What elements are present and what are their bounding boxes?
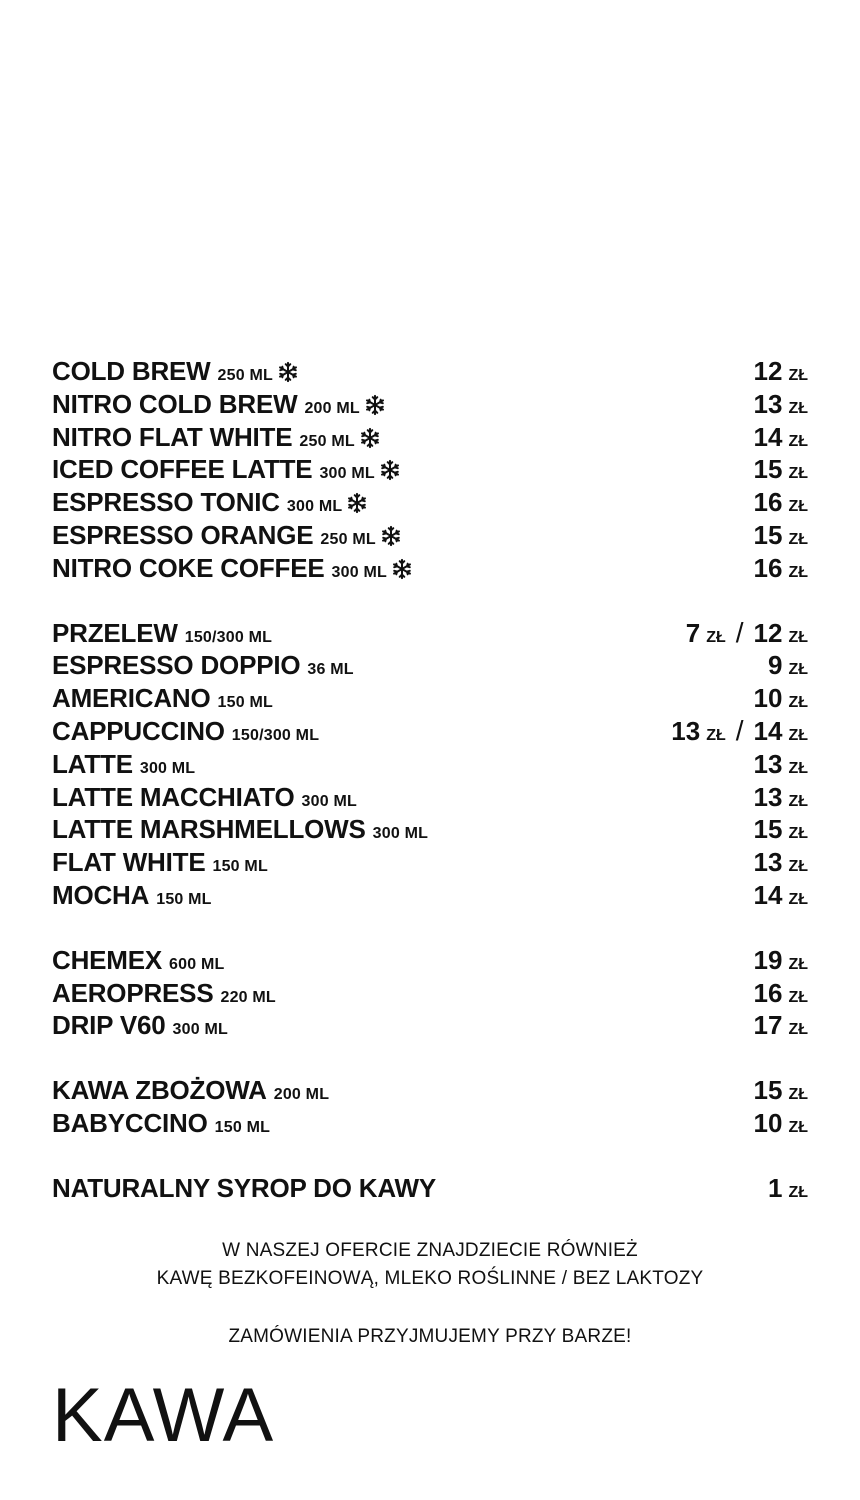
price-amount: 14: [753, 715, 783, 746]
price-amount: 19: [753, 944, 783, 975]
menu-item: [52, 813, 808, 846]
item-price: [768, 1172, 808, 1210]
item-name: ESPRESSO ORANGE: [52, 519, 314, 550]
item-size: 600 ML: [169, 955, 225, 973]
menu-section: [52, 944, 808, 1042]
item-name: DRIP V60: [52, 1010, 166, 1041]
price-currency: ZŁ: [788, 759, 808, 777]
price-currency: ZŁ: [788, 726, 808, 744]
snowflake-icon: [359, 427, 381, 449]
price-amount: 12: [753, 356, 783, 386]
menu-item-label: [52, 552, 413, 590]
price-currency: ZŁ: [788, 955, 808, 973]
price-amount: 15: [753, 519, 783, 550]
item-price: [754, 879, 808, 917]
item-size: 220 ML: [220, 988, 276, 1006]
price-amount: 16: [753, 552, 783, 583]
menu-item: [52, 453, 808, 486]
price-currency: ZŁ: [788, 792, 808, 810]
menu-item: [52, 1172, 808, 1205]
item-size: 150 ML: [156, 890, 212, 908]
item-name: CAPPUCCINO: [52, 715, 225, 746]
item-name: AEROPRESS: [52, 977, 214, 1008]
menu-item: [52, 846, 808, 879]
price-amount: 13: [753, 847, 783, 878]
footer-info: [0, 1237, 860, 1351]
price-currency: ZŁ: [788, 399, 808, 417]
price-currency: ZŁ: [788, 530, 808, 548]
item-size: 250 ML: [299, 432, 355, 450]
price-currency: ZŁ: [788, 498, 808, 516]
price-amount: 13: [753, 781, 783, 812]
snowflake-icon: [277, 361, 299, 383]
price-currency: ZŁ: [788, 465, 808, 483]
item-name: COLD BREW: [52, 356, 211, 386]
price-amount: 15: [753, 1075, 783, 1106]
item-name: AMERICANO: [52, 683, 211, 714]
price-amount: 1: [767, 1172, 783, 1203]
item-name: PRZELEW: [52, 617, 178, 648]
item-name: ESPRESSO DOPPIO: [52, 650, 301, 681]
price-amount: 15: [753, 454, 783, 485]
menu-item: [52, 355, 808, 388]
item-price: [754, 1009, 808, 1047]
price-amount: 16: [753, 977, 783, 1008]
item-name: ESPRESSO TONIC: [52, 487, 280, 518]
menu-item: [52, 977, 808, 1010]
item-size: 150/300 ML: [231, 726, 320, 744]
price-amount: 15: [753, 814, 783, 845]
item-size: 200 ML: [273, 1086, 330, 1104]
item-size: 300 ML: [319, 465, 375, 483]
price-currency: ZŁ: [788, 890, 808, 908]
item-name: CHEMEX: [52, 944, 163, 975]
price-amount: 7: [685, 617, 701, 648]
coffee-menu: [52, 355, 808, 1237]
snowflake-icon: [379, 459, 401, 481]
item-name: LATTE MACCHIATO: [52, 781, 295, 812]
menu-item-label: [52, 1009, 228, 1047]
snowflake-icon: [346, 492, 368, 514]
item-size: 300 ML: [139, 759, 196, 777]
price-amount: 13: [753, 748, 783, 779]
item-size: 250 ML: [320, 530, 376, 548]
item-name: BABYCCINO: [52, 1107, 208, 1138]
item-size: 300 ML: [331, 563, 387, 581]
item-size: 150 ML: [214, 1118, 271, 1136]
price-currency: ZŁ: [788, 1021, 808, 1039]
price-amount: 12: [753, 617, 783, 648]
price-amount: 16: [753, 487, 783, 518]
price-amount: 10: [753, 1107, 783, 1138]
item-size: 300 ML: [301, 792, 357, 810]
menu-section: [52, 1074, 808, 1140]
item-name: KAWA ZBOŻOWA: [52, 1075, 267, 1106]
price-separator: /: [735, 714, 744, 746]
menu-section: [52, 355, 808, 585]
price-currency: ZŁ: [788, 1086, 808, 1104]
menu-item: [52, 944, 808, 977]
item-name: NITRO COLD BREW: [52, 388, 298, 419]
price-currency: ZŁ: [788, 858, 808, 876]
menu-item: [52, 552, 808, 585]
menu-item-label: [52, 1107, 270, 1145]
item-size: 300 ML: [286, 498, 343, 516]
item-size: 150 ML: [217, 694, 273, 712]
menu-item: [52, 388, 808, 421]
item-size: 300 ML: [372, 825, 429, 843]
menu-item: [52, 519, 808, 552]
footer-line-2: KAWĘ BEZKOFEINOWĄ, MLEKO ROŚLINNE / BEZ LAKTOZY: [156, 1268, 704, 1289]
price-amount: 13: [671, 715, 701, 746]
price-currency: ZŁ: [788, 694, 808, 712]
snowflake-icon: [380, 525, 402, 547]
price-currency: ZŁ: [788, 1118, 808, 1136]
item-name: MOCHA: [52, 879, 150, 910]
price-currency: ZŁ: [788, 563, 808, 581]
menu-item-label: [52, 879, 212, 917]
price-currency: ZŁ: [706, 726, 726, 744]
menu-item: [52, 715, 808, 748]
price-amount: 13: [753, 388, 783, 419]
item-name: LATTE MARSHMELLOWS: [52, 814, 366, 845]
menu-item: [52, 486, 808, 519]
price-currency: ZŁ: [788, 661, 808, 679]
item-name: ICED COFFEE LATTE: [52, 454, 313, 485]
item-name: NITRO COKE COFFEE: [52, 552, 325, 583]
menu-section: [52, 1172, 808, 1205]
price-currency: ZŁ: [788, 825, 808, 843]
item-name: LATTE: [52, 748, 133, 779]
price-currency: ZŁ: [788, 988, 808, 1006]
item-name: NITRO FLAT WHITE: [52, 421, 293, 452]
price-separator: /: [735, 616, 744, 648]
menu-item: [52, 421, 808, 454]
menu-item-label: [52, 1172, 436, 1205]
item-name: NATURALNY SYROP DO KAWY: [52, 1172, 436, 1203]
price-amount: 14: [753, 421, 783, 452]
item-size: 150/300 ML: [184, 628, 273, 646]
menu-item: [52, 879, 808, 912]
snowflake-icon: [364, 394, 386, 416]
item-size: 300 ML: [172, 1021, 228, 1039]
price-amount: 9: [767, 650, 783, 681]
price-amount: 10: [753, 683, 783, 714]
price-currency: ZŁ: [788, 1183, 808, 1201]
price-currency: ZŁ: [788, 367, 808, 384]
menu-item: [52, 1074, 808, 1107]
category-title: KAWA: [52, 1373, 275, 1458]
footer-line-1: W NASZEJ OFERCIE ZNAJDZIECIE RÓWNIEŻ: [222, 1240, 638, 1261]
item-name: FLAT WHITE: [52, 847, 206, 878]
price-amount: 17: [753, 1010, 783, 1041]
price-amount: 14: [753, 879, 783, 910]
menu-item: [52, 617, 808, 650]
order-note: ZAMÓWIENIA PRZYJMUJEMY PRZY BARZE!: [228, 1326, 632, 1347]
snowflake-icon: [391, 558, 413, 580]
item-price: [754, 552, 808, 590]
menu-section: [52, 617, 808, 912]
menu-item: [52, 781, 808, 814]
item-size: 150 ML: [212, 858, 268, 876]
price-currency: ZŁ: [706, 628, 726, 646]
price-currency: ZŁ: [788, 432, 808, 450]
item-size: 36 ML: [307, 661, 354, 679]
menu-item: [52, 682, 808, 715]
price-currency: ZŁ: [788, 628, 808, 646]
item-size: 250 ML: [217, 367, 273, 384]
item-size: 200 ML: [304, 399, 360, 417]
item-price: [754, 1107, 808, 1145]
menu-item: [52, 1009, 808, 1042]
menu-item: [52, 1107, 808, 1140]
